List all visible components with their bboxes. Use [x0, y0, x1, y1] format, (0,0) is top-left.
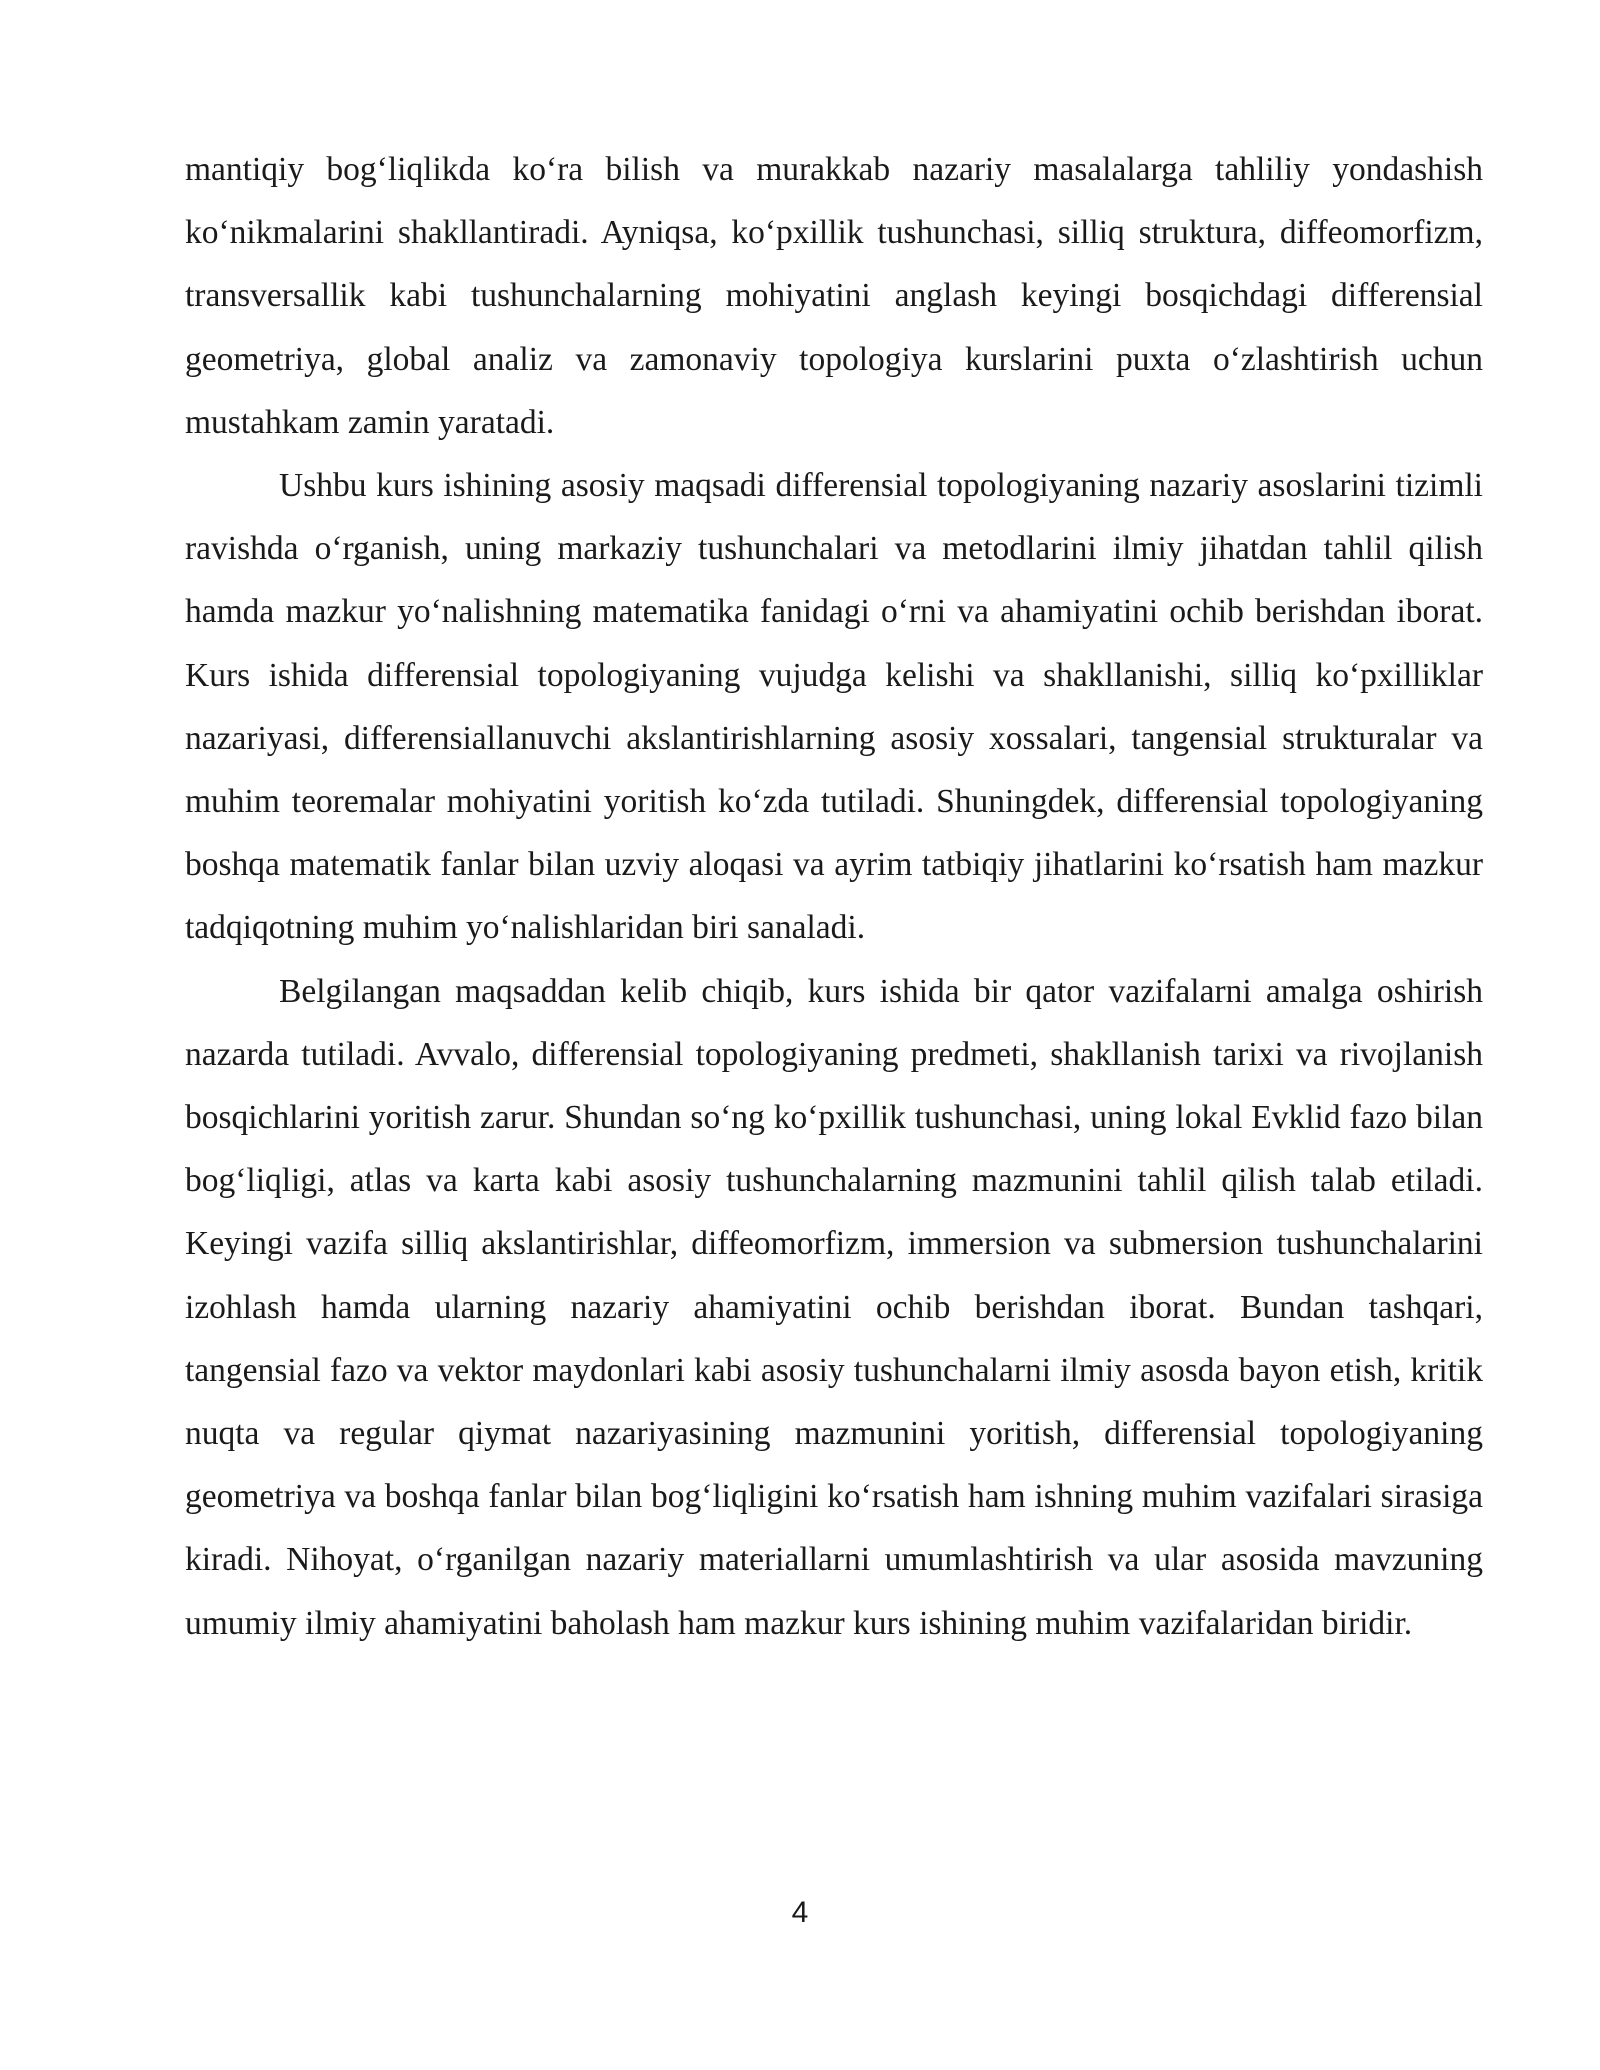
paragraph-course-tasks: Belgilangan maqsaddan kelib chiqib, kurs ishida bir qator vazifalarni amalga oshirish nazarda tutiladi. Avvalo, differensial topologiyaning predmeti, shakllanish tarixi va rivojlanish bosqichlarini yoritish zarur. Shundan so‘ng ko‘pxillik tushunchasi, uning lokal Evklid fazo bilan bog‘liqligi, atlas va karta kabi asosiy tushunchalarning mazmunini tahlil qilish talab etiladi. Keyingi vazifa silliq akslantirishlar, diffeomorfizm, immersion va submersion tushunchalarini izohlash hamda ularning nazariy ahamiyatini ochib berishdan iborat. Bundan tashqari, tangensial fazo va vektor maydonlari kabi asosiy tushunchalarni ilmiy asosda bayon etish, kritik nuqta va regular qiymat nazariyasining mazmunini yoritish, differensial topologiyaning geometriya va boshqa fanlar bilan bog‘liqligini ko‘rsatish ham ishning muhim vazifalari sirasiga kiradi. Nihoyat, o‘rganilgan nazariy materiallarni umumlashtirish va ular asosida mavzuning umumiy ilmiy ahamiyatini baholash ham mazkur kurs ishining muhim vazifalaridan biridir.	[185, 972, 1483, 1642]
paragraph-course-goal: Ushbu kurs ishining asosiy maqsadi differensial topologiyaning nazariy asoslarini tizimli ravishda o‘rganish, uning markaziy tushunchalari va metodlarini ilmiy jihatdan tahlil qilish hamda mazkur yo‘nalishning matematika fanidagi o‘rni va ahamiyatini ochib berishdan iborat. Kurs ishida differensial topologiyaning vujudga kelishi va shakllanishi, silliq ko‘pxilliklar nazariyasi, differensiallanuvchi akslantirishlarning asosiy xossalari, tangensial strukturalar va muhim teoremalar mohiyatini yoritish ko‘zda tutiladi. Shuningdek, differensial topologiyaning boshqa matematik fanlar bilan uzviy aloqasi va ayrim tatbiqiy jihatlarini ko‘rsatish ham mazkur tadqiqotning muhim yo‘nalishlaridan biri sanaladi.	[185, 467, 1483, 947]
body-text	[185, 138, 1483, 1655]
page-number: 4	[791, 1896, 809, 1929]
paragraph-continuation: mantiqiy bog‘liqlikda ko‘ra bilish va murakkab nazariy masalalarga tahliliy yondashish ko‘nikmalarini shakllantiradi. Ayniqsa, ko‘pxillik tushunchasi, silliq struktura, diffeomorfizm, transversallik kabi tushunchalarning mohiyatini anglash keyingi bosqichdagi differensial geometriya, global analiz va zamonaviy topologiya kurslarini puxta o‘zlashtirish uchun mustahkam zamin yaratadi.	[185, 151, 1483, 441]
